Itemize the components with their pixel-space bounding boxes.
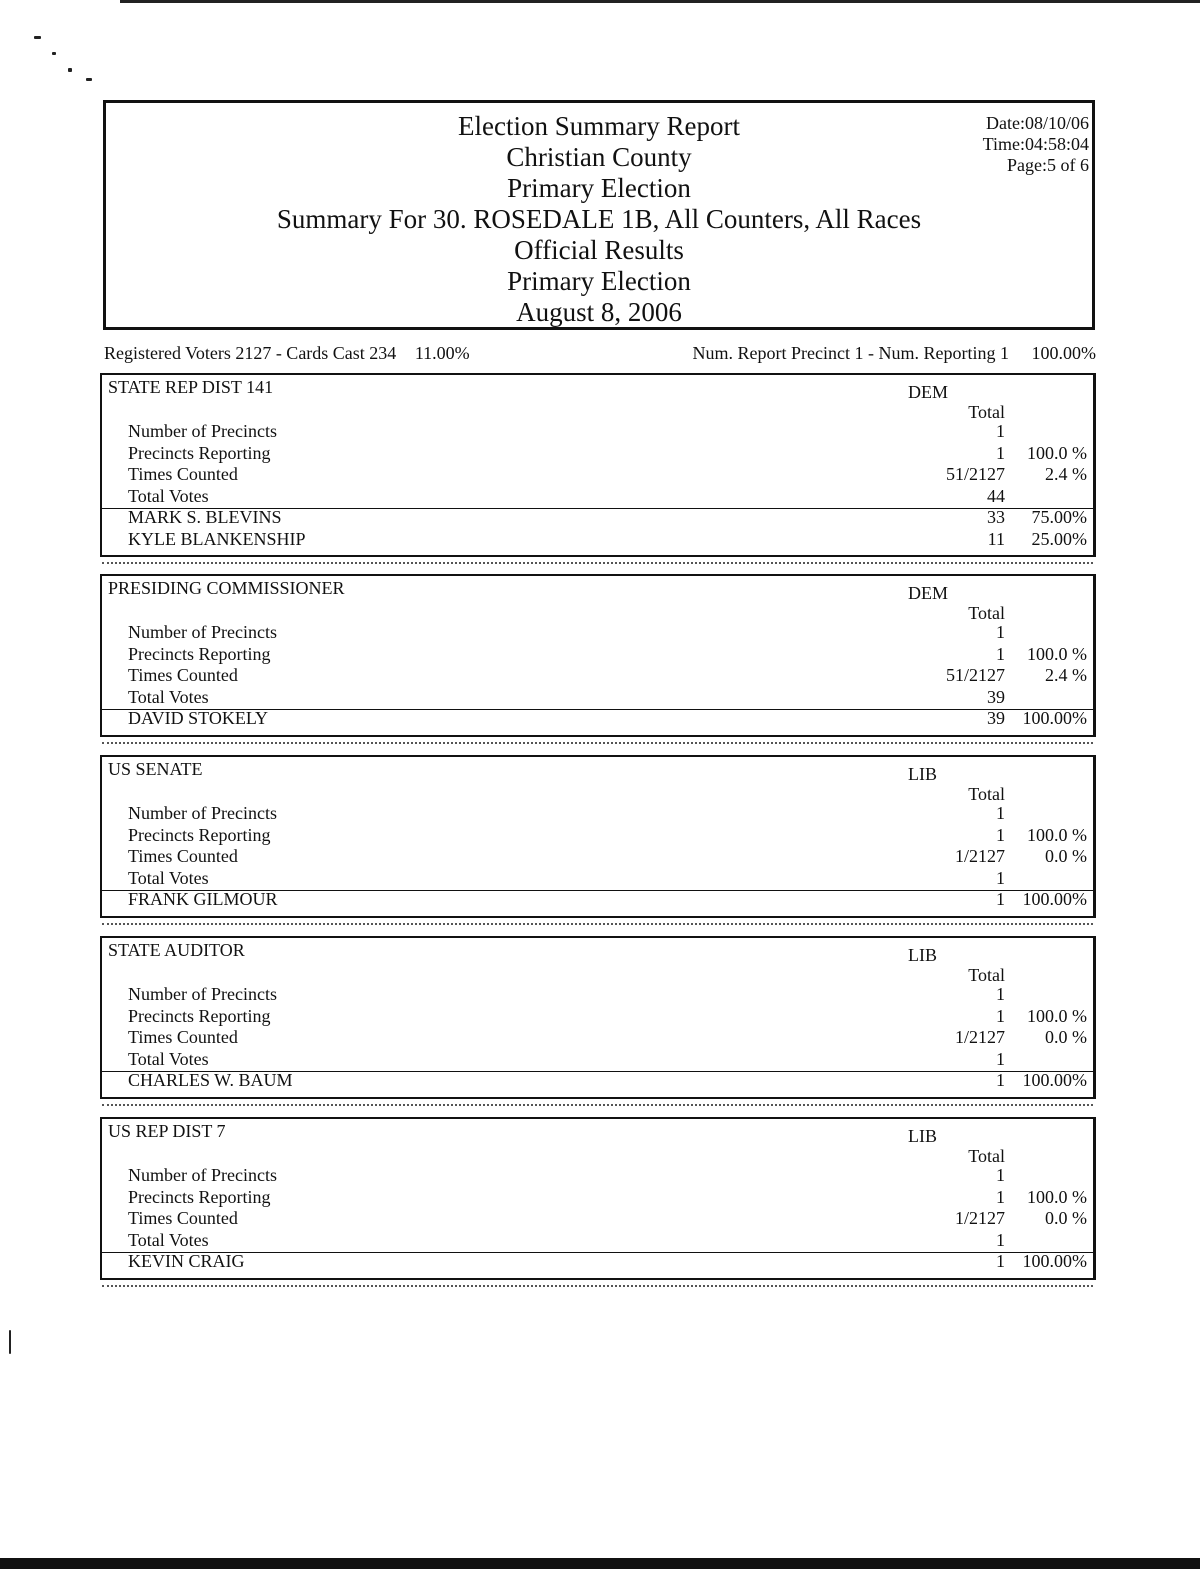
stat-value: 1/2127: [954, 1208, 1005, 1228]
stat-value: 1: [996, 867, 1005, 888]
stat-label: Times Counted: [128, 846, 238, 866]
stat-label: Total Votes: [128, 867, 209, 888]
stat-label: Total Votes: [128, 1229, 209, 1250]
stat-label: Number of Precincts: [128, 984, 277, 1004]
candidate-name: DAVID STOKELY: [128, 708, 269, 728]
scan-speck: [34, 36, 41, 39]
scan-edge-top: [120, 0, 1200, 3]
precinct-reporting-summary: [693, 343, 1096, 364]
candidate-row: [102, 889, 1093, 910]
stat-row: [102, 644, 1093, 665]
stat-label: Number of Precincts: [128, 421, 277, 441]
candidate-votes: 39: [987, 708, 1005, 728]
page-number: Page:5 of 6: [1007, 155, 1089, 175]
stat-value: 1: [996, 824, 1005, 845]
candidate-votes: 1: [996, 1070, 1005, 1090]
report-title: Election Summary Report: [458, 111, 740, 141]
stat-label: Total Votes: [128, 686, 209, 707]
stat-value: 44: [987, 485, 1005, 506]
candidate-row: [102, 708, 1093, 729]
race-title: STATE AUDITOR: [108, 940, 245, 960]
results-status: Official Results: [514, 235, 684, 265]
candidate-name: KYLE BLANKENSHIP: [128, 528, 306, 549]
turnout-percent: 11.00%: [414, 343, 470, 363]
candidate-votes: 11: [987, 528, 1005, 549]
stat-row: [102, 464, 1093, 485]
report-time: Time:04:58:04: [982, 134, 1089, 154]
election-type: Primary Election: [507, 173, 691, 203]
scan-speck: [86, 78, 92, 81]
stat-value: 1: [996, 984, 1005, 1004]
stat-label: Times Counted: [128, 1208, 238, 1228]
candidate-name: MARK S. BLEVINS: [128, 507, 282, 527]
stat-row: [102, 868, 1093, 889]
candidate-row: [102, 1251, 1093, 1272]
election-date: August 8, 2006: [516, 297, 682, 327]
stat-value: 1/2127: [954, 846, 1005, 866]
stat-row: [102, 443, 1093, 464]
stat-label: Precincts Reporting: [128, 643, 271, 664]
header-meta: [983, 113, 1089, 176]
stat-row: [102, 846, 1093, 867]
race-bottom-rule: [102, 559, 1093, 564]
total-column-header: Total: [968, 1146, 1005, 1166]
party-label: LIB: [908, 764, 937, 784]
candidate-row: [102, 507, 1093, 528]
reporting-percent: 100.00%: [1031, 343, 1096, 363]
stat-row: [102, 1208, 1093, 1229]
scan-speck: [52, 52, 56, 55]
stat-value: 39: [987, 686, 1005, 707]
party-label: LIB: [908, 945, 937, 965]
party-label: DEM: [908, 583, 948, 603]
stat-label: Number of Precincts: [128, 1165, 277, 1185]
total-column-header: Total: [968, 603, 1005, 623]
stat-value: 1: [996, 803, 1005, 823]
candidate-votes: 1: [996, 889, 1005, 909]
stat-percent: 100.0 %: [1027, 442, 1087, 463]
stat-label: Times Counted: [128, 464, 238, 484]
total-column-header: Total: [968, 784, 1005, 804]
stat-label: Total Votes: [128, 1048, 209, 1069]
stat-value: 1: [996, 1048, 1005, 1069]
stat-percent: 2.4 %: [1045, 464, 1087, 484]
scan-edge-bottom: [0, 1558, 1200, 1569]
stat-row: [102, 825, 1093, 846]
county-name: Christian County: [506, 142, 692, 172]
race-bottom-rule: [102, 739, 1093, 744]
candidate-votes: 1: [996, 1251, 1005, 1271]
election-type-repeat: Primary Election: [507, 266, 691, 296]
summary-scope: Summary For 30. ROSEDALE 1B, All Counters, All Races: [276, 204, 922, 234]
stat-value: 1: [996, 421, 1005, 441]
stat-value: 1: [996, 643, 1005, 664]
stat-percent: 100.0 %: [1027, 643, 1087, 664]
stat-percent: 2.4 %: [1045, 665, 1087, 685]
candidate-percent: 25.00%: [1031, 528, 1087, 549]
stat-label: Precincts Reporting: [128, 442, 271, 463]
stat-value: 1: [996, 1005, 1005, 1026]
race-section: [100, 1117, 1096, 1280]
stat-percent: 100.0 %: [1027, 824, 1087, 845]
race-section: [100, 574, 1096, 737]
stat-row: [102, 421, 1093, 442]
stat-value: 1: [996, 1165, 1005, 1185]
race-title: US SENATE: [108, 759, 203, 779]
stat-row: [102, 687, 1093, 708]
race-bottom-rule: [102, 920, 1093, 925]
stat-row: [102, 622, 1093, 643]
stat-value: 51/2127: [945, 464, 1005, 484]
stat-label: Precincts Reporting: [128, 824, 271, 845]
stat-row: [102, 1006, 1093, 1027]
stat-percent: 0.0 %: [1045, 1027, 1087, 1047]
stat-row: [102, 1027, 1093, 1048]
precinct-reporting-text: Num. Report Precinct 1 - Num. Reporting 1: [692, 343, 1009, 363]
candidate-percent: 75.00%: [1031, 507, 1087, 527]
party-label: LIB: [908, 1126, 937, 1146]
stat-label: Times Counted: [128, 665, 238, 685]
stat-percent: 100.0 %: [1027, 1005, 1087, 1026]
stat-row: [102, 803, 1093, 824]
stat-value: 1: [996, 442, 1005, 463]
stat-percent: 0.0 %: [1045, 846, 1087, 866]
stat-label: Precincts Reporting: [128, 1186, 271, 1207]
race-bottom-rule: [102, 1282, 1093, 1287]
race-title: STATE REP DIST 141: [108, 377, 274, 397]
candidate-name: FRANK GILMOUR: [128, 889, 278, 909]
stat-percent: 0.0 %: [1045, 1208, 1087, 1228]
stat-label: Total Votes: [128, 485, 209, 506]
stat-row: [102, 1049, 1093, 1070]
stat-row: [102, 1187, 1093, 1208]
race-title: US REP DIST 7: [108, 1121, 226, 1141]
stat-value: 1/2127: [954, 1027, 1005, 1047]
stat-label: Precincts Reporting: [128, 1005, 271, 1026]
stat-value: 1: [996, 1229, 1005, 1250]
race-section: [100, 936, 1096, 1099]
report-date: Date:08/10/06: [986, 113, 1089, 133]
candidate-percent: 100.00%: [1022, 889, 1087, 909]
race-section: [100, 373, 1096, 557]
candidate-percent: 100.00%: [1022, 708, 1087, 728]
stat-row: [102, 1230, 1093, 1251]
total-column-header: Total: [968, 402, 1005, 422]
candidate-votes: 33: [987, 507, 1005, 527]
candidate-row: [102, 529, 1093, 550]
stat-percent: 100.0 %: [1027, 1186, 1087, 1207]
report-header: [103, 100, 1095, 330]
stat-row: [102, 1165, 1093, 1186]
header-title-block: [106, 111, 1092, 328]
stat-value: 1: [996, 622, 1005, 642]
race-bottom-rule: [102, 1101, 1093, 1106]
candidate-row: [102, 1070, 1093, 1091]
stat-row: [102, 984, 1093, 1005]
candidate-percent: 100.00%: [1022, 1070, 1087, 1090]
registered-voters-text: Registered Voters 2127 - Cards Cast 234: [104, 343, 397, 363]
stat-value: 1: [996, 1186, 1005, 1207]
stat-label: Times Counted: [128, 1027, 238, 1047]
candidate-name: CHARLES W. BAUM: [128, 1070, 293, 1090]
candidate-percent: 100.00%: [1022, 1251, 1087, 1271]
scan-speck: [68, 68, 72, 72]
candidate-name: KEVIN CRAIG: [128, 1251, 245, 1271]
party-label: DEM: [908, 382, 948, 402]
stat-value: 51/2127: [945, 665, 1005, 685]
total-column-header: Total: [968, 965, 1005, 985]
stat-row: [102, 665, 1093, 686]
scan-speck: [9, 1330, 11, 1354]
stat-row: [102, 486, 1093, 507]
race-section: [100, 755, 1096, 918]
race-title: PRESIDING COMMISSIONER: [108, 578, 345, 598]
stat-label: Number of Precincts: [128, 803, 277, 823]
registered-voters-summary: [104, 343, 470, 364]
stat-label: Number of Precincts: [128, 622, 277, 642]
